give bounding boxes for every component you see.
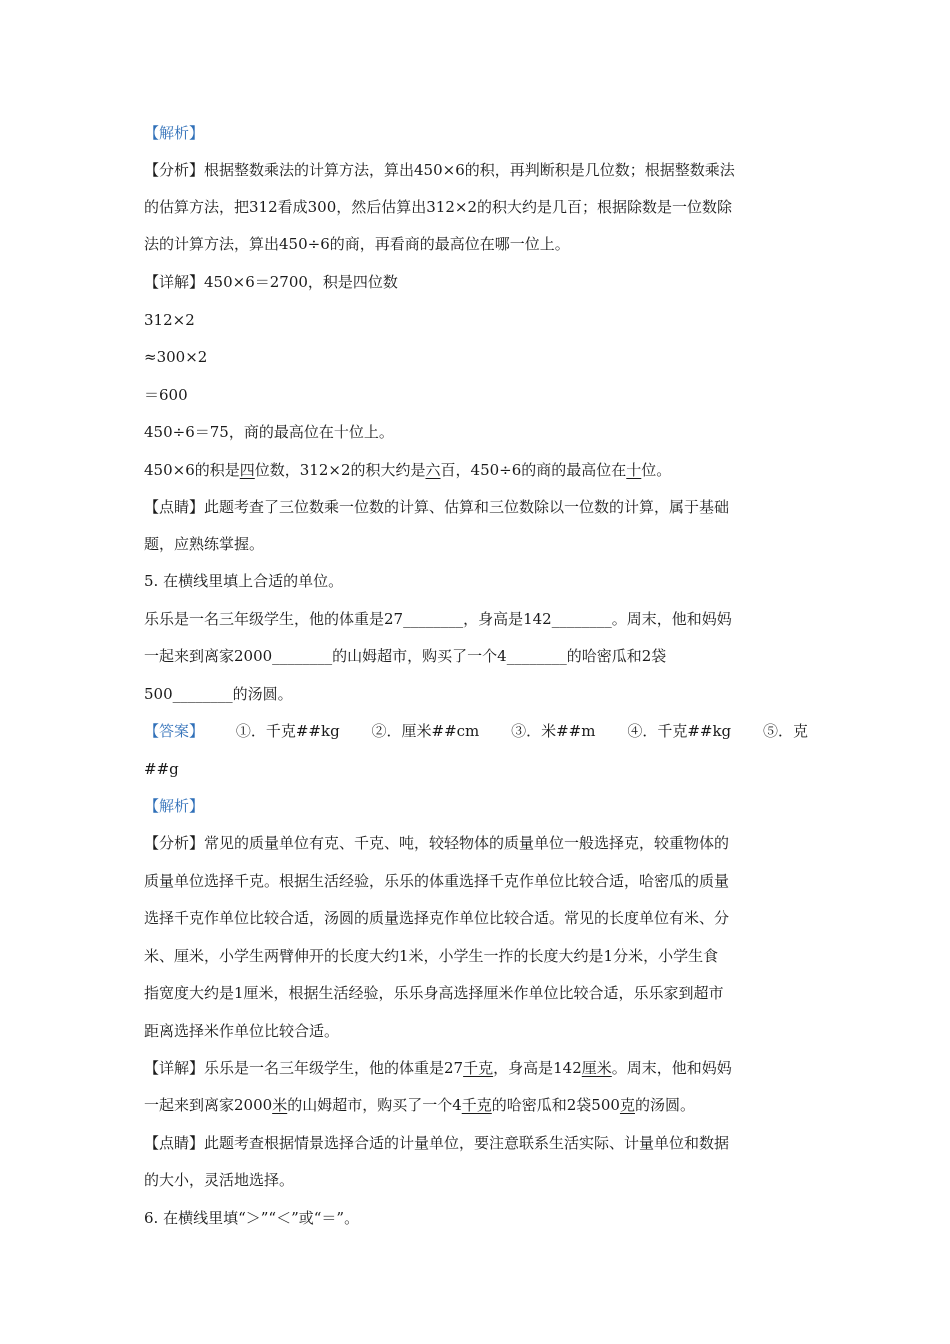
answer-underlined: 米 (272, 1096, 288, 1114)
analysis-line-1: 【分析】常见的质量单位有克、千克、吨，较轻物体的质量单位一般选择克，较重物体的 (144, 834, 730, 852)
dianjing-line-2: 题，应熟练掌握。 (144, 535, 265, 553)
analysis-line-5: 指宽度大约是1厘米，根据生活经验，乐乐身高选择厘米作单位比较合适，乐乐家到超市 (144, 984, 724, 1002)
dianjing-line-1: 【点睛】此题考查根据情景选择合适的计量单位，要注意联系生活实际、计量单位和数据 (144, 1134, 730, 1152)
calc-line-1: 312×2 (144, 311, 195, 329)
xiangjie-tag: 【详解】 (144, 273, 205, 291)
dianjing-line-2: 的大小，灵活地选择。 (144, 1171, 295, 1189)
question-5-line-1: 乐乐是一名三年级学生，他的体重是27________，身高是142________。周末，他和妈妈 (144, 610, 732, 628)
analysis-line-3: 法的计算方法，算出450÷6的商，再看商的最高位在哪一位上。 (144, 235, 570, 253)
answer-item: ③．米##m (511, 722, 596, 740)
analysis-line-2: 的估算方法，把312看成300，然后估算出312×2的积大约是几百；根据除数是一位数除 (144, 198, 733, 216)
xiangjie-tag: 【详解】 (144, 1059, 205, 1077)
answer-underlined: 千克 (461, 1096, 492, 1114)
answer-underlined: 六 (425, 461, 441, 479)
detail-line-1: 【详解】乐乐是一名三年级学生，他的体重是27千克，身高是142厘米。周末，他和妈妈 (144, 1059, 732, 1077)
answer-underlined: 厘米 (581, 1059, 612, 1077)
analysis-line-3: 选择千克作单位比较合适，汤圆的质量选择克作单位比较合适。常见的长度单位有米、分 (144, 909, 730, 927)
analysis-line-1: 【分析】根据整数乘法的计算方法，算出450×6的积，再判断积是几位数；根据整数乘法 (144, 161, 735, 179)
answer-line (144, 721, 808, 741)
answer-item: ④．千克##kg (627, 722, 732, 740)
answer-underlined: 克 (619, 1096, 635, 1114)
answer-underlined: 千克 (463, 1059, 494, 1077)
fenxi-tag: 【分析】 (144, 834, 205, 852)
answer-item: ②．厘米##cm (371, 722, 480, 740)
question-5-line-3: 500________的汤圆。 (144, 685, 293, 703)
detail-line-2: 一起来到离家2000米的山姆超市，购买了一个4千克的哈密瓜和2袋500克的汤圆。 (144, 1096, 695, 1114)
conclusion-line: 450×6的积是四位数，312×2的积大约是六百，450÷6的商的最高位在十位。 (144, 461, 672, 479)
answer-item: ①．千克##kg (235, 722, 340, 740)
answer-item: ⑤．克 (762, 722, 808, 740)
fenxi-tag: 【分析】 (144, 161, 205, 179)
analysis-line-4: 米、厘米，小学生两臂伸开的长度大约1米，小学生一拃的长度大约是1分米，小学生食 (144, 947, 719, 965)
answer-underlined: 四 (239, 461, 255, 479)
analysis-line-2: 质量单位选择千克。根据生活经验，乐乐的体重选择千克作单位比较合适，哈密瓜的质量 (144, 872, 730, 890)
question-6-title: 6. 在横线里填“＞”“＜”或“＝”。 (144, 1209, 360, 1227)
detail-line-1: 【详解】450×6＝2700，积是四位数 (144, 273, 398, 291)
dianjing-tag: 【点睛】 (144, 498, 205, 516)
dianjing-line-1: 【点睛】此题考查了三位数乘一位数的计算、估算和三位数除以一位数的计算，属于基础 (144, 498, 730, 516)
jiexi-heading: 【解析】 (144, 797, 205, 815)
calc-line-2: ≈300×2 (144, 348, 208, 366)
answer-tag: 【答案】 (144, 722, 205, 740)
answer-continuation: ##g (144, 760, 179, 778)
calc-line-3: ＝600 (144, 386, 188, 404)
calc-line-4: 450÷6＝75，商的最高位在十位上。 (144, 423, 394, 441)
dianjing-tag: 【点睛】 (144, 1134, 205, 1152)
question-5-line-2: 一起来到离家2000________的山姆超市，购买了一个4________的哈密瓜和2袋 (144, 647, 667, 665)
analysis-line-6: 距离选择米作单位比较合适。 (144, 1022, 340, 1040)
answer-underlined: 十 (626, 461, 642, 479)
question-5-title: 5. 在横线里填上合适的单位。 (144, 572, 344, 590)
jiexi-heading: 【解析】 (144, 124, 205, 142)
